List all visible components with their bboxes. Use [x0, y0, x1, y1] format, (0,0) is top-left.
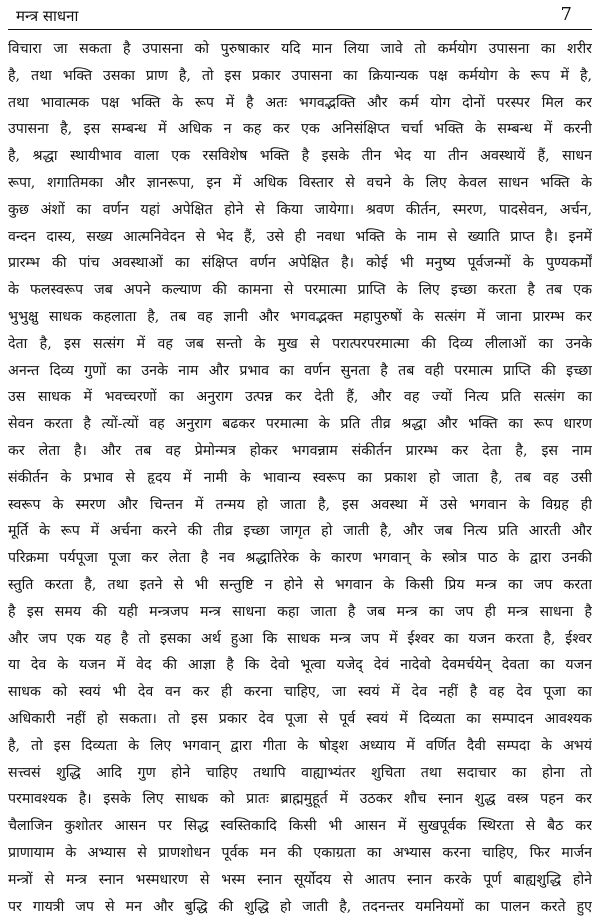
text-line: है, तथा भक्ति उसका प्राण है, तो इस प्रकार उपासना का क्रियान्यक पक्ष कर्मयोग के रूप में है,: [8, 63, 592, 90]
text-line: सेवन करता है त्यों-त्यों वह अनुराग बढकर परमात्मा के प्रति तीव्र श्रद्धा और भक्ति का रूप धारण: [8, 411, 592, 438]
text-line: रूपा, शगातिमका और ज्ञानरूपा, इन में अधिक विस्तार से वचने के लिए केवल साधन भक्ति के: [8, 170, 592, 197]
text-line: स्तुति करता है, तथा इतने से भी सन्तुष्टि न होने से भगवान के किसी प्रिय मन्त्र का जप करता: [8, 572, 592, 599]
page-number: 7: [561, 4, 572, 25]
text-line: वन्दन दास्य, सख्य आत्मनिवेदन से भेद हैं, उसे ही नवधा भक्ति के नाम से ख्याति प्राप्त है। इनमें: [8, 224, 592, 251]
text-line: स्वरूप के स्मरण और चिन्तन में तन्मय हो जाता है, इस अवस्था में उसे भगवान के विग्रह ही: [8, 492, 592, 519]
text-line: संकीर्तन के प्रभाव से हृदय में नामी के भावान्य स्वरूप का प्रकाश हो जाता है, तब वह उसी: [8, 465, 592, 492]
text-line: विचारा जा सकता है उपासना को पुरुषाकार यदि मान लिया जावे तो कर्मयोग उपासना का शरीर: [8, 36, 592, 63]
header-rule: [8, 29, 592, 30]
text-line: और जप एक यह है तो इसका अर्थ हुआ कि साधक मन्त्र जप में ईश्वर का यजन करता है, ईश्वर: [8, 626, 592, 653]
text-line: कुछ अंशों का वर्णन यहां अपेक्षित होने से किया जायेगा। श्रवण कीर्तन, स्मरण, पादसेवन, अर्चन,: [8, 197, 592, 224]
text-line: परिक्रमा पर्यपूजा पूजा कर लेता है नव श्रद्धातिरेक के कारण भगवान् के स्त्रोत्र पाठ के द्वारा उनकी: [8, 545, 592, 572]
text-line: सत्त्वसं शुद्धि आदि गुण होने चाहिए तथापि वाह्याभ्यंतर शुचिता तथा सदाचार का होना तो: [8, 760, 592, 787]
text-line: चैलाजिन कुशोतर आसन पर सिद्ध स्वस्तिकादि किसी भी आसन में सुखपूर्वक स्थिरता से बैठ कर: [8, 813, 592, 840]
text-line: अधिकारी नहीं हो सकता। तो इस प्रकार देव पूजा से पूर्व स्वयं में दिव्यता का सम्पादन आवश्यक: [8, 706, 592, 733]
text-line: परमावश्यक है। इसके लिए साधक को प्रातः ब्राह्ममुहूर्त में उठकर शौच स्नान शुद्ध वस्त्र पहन कर: [8, 786, 592, 813]
text-line: है इस समय की यही मन्त्रजप मन्त्र साधना कहा जाता है जब मन्त्र का जप ही मन्त्र साधना है: [8, 599, 592, 626]
text-line: उपासना है, इस सम्बन्ध में अधिक न कह कर एक अनिसंक्षिप्त चर्चा भक्ति के सम्बन्ध में करनी: [8, 116, 592, 143]
text-line: पर गायत्री जप से मन और बुद्धि की शुद्धि हो जाती है, तदनन्तर यमनियमों का पालन करते हुए: [8, 894, 592, 920]
body-text: [8, 36, 592, 920]
text-line: या देव के यजन में वेद की आज्ञा है कि देवो भूत्वा यजेद् देवं नादेवो देवमर्चयेन् देवता का यजन: [8, 652, 592, 679]
text-line: है, तो इस दिव्यता के लिए भगवान् द्वारा गीता के षोड्श अध्याय में वर्णित दैवी सम्पदा के अभयं: [8, 733, 592, 760]
text-line: कर लेता है। और तब वह प्रेमोन्मत्र होकर भगवन्नाम संकीर्तन प्रारम्भ कर देता है, इस नाम: [8, 438, 592, 465]
text-line: के फलस्वरूप जब अपने कल्याण की कामना से परमात्मा प्राप्ति के लिए इच्छा करता है तब एक: [8, 277, 592, 304]
text-line: अनन्त दिव्य गुणों का उनके नाम और प्रभाव का वर्णन सुनता है तब वही परमात्म प्राप्ति की इच्छा: [8, 358, 592, 385]
text-line: है, श्रद्धा स्थायीभाव वाला एक रसविशेष भक्ति है इसके तीन भेद या तीन अवस्थायें हैं, साधन: [8, 143, 592, 170]
text-line: मन्त्रों से मन्त्र स्नान भस्मधारण से भस्म स्नान सूर्योदय से आतप स्नान करके पूर्ण बाह्यशुद्धि होने: [8, 867, 592, 894]
running-title: मन्त्र साधना: [16, 6, 78, 26]
text-line: उस साधक में भवच्चरणों का अनुराग उत्पन्न कर देती हैं, और वह ज्यों नित्य प्रति सत्संग का: [8, 384, 592, 411]
text-line: भुभुक्षु साधक कहलाता है, तब वह ज्ञानी और भगवद्भक्त महापुरुषों के सत्संग में जाना प्रारम्भ कर: [8, 304, 592, 331]
text-line: प्राणायाम के अभ्यास से प्राणशोधन पूर्वक मन की एकाग्रता का अभ्यास करना चाहिए, फिर मार्जन: [8, 840, 592, 867]
text-line: देता है, इस सत्संग में वह जब सन्तो के मुख से परात्परपरमात्मा की दिव्य लीलाओं का उनके: [8, 331, 592, 358]
text-line: तथा भावात्मक पक्ष भक्ति के रूप में है अतः भगवद्भक्ति और कर्म योग दोनों परस्पर मिल कर: [8, 90, 592, 117]
text-line: मूर्ति के रूप में अर्चना करने की तीव्र इच्छा जागृत हो जाती है, और जब नित्य प्रति आरती और: [8, 518, 592, 545]
page-header: [8, 4, 592, 26]
text-line: साधक को स्वयं भी देव वन कर ही करना चाहिए, जा स्वयं में देव नहीं है वह देव पूजा का: [8, 679, 592, 706]
text-line: प्रारम्भ की पांच अवस्थाओं का संक्षिप्त वर्णन अपेक्षित है। कोई भी मनुष्य पूर्वजन्मों के पुण्यकर्मों: [8, 250, 592, 277]
